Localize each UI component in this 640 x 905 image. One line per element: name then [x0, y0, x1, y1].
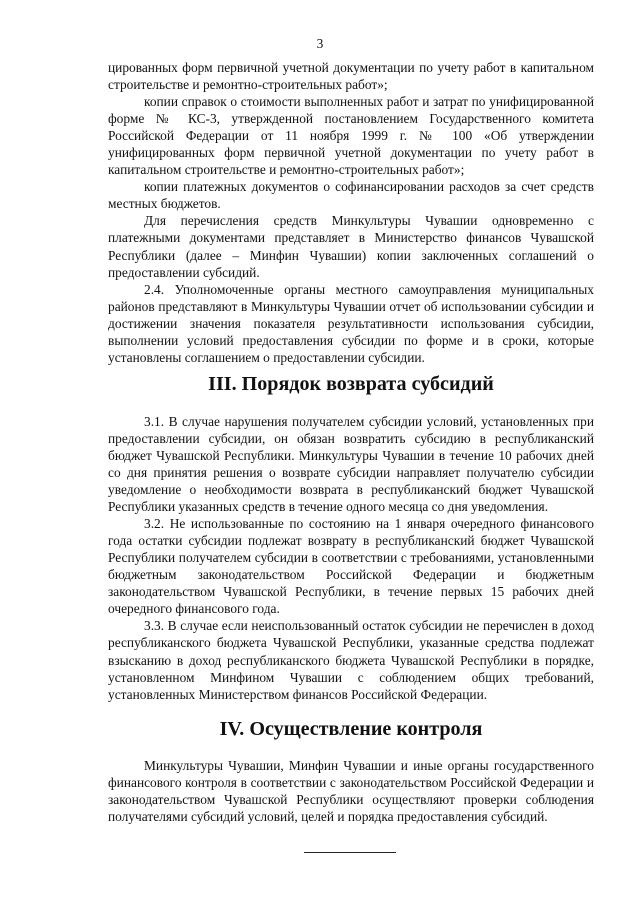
paragraph: Для перечисления средств Минкультуры Чувашии одновременно с платежными документами представляет в Министерство финансов Чувашской Республики (далее – Минфин Чувашии) копии заключенных соглашений о предоставлении субсидий.: [108, 213, 594, 280]
paragraph: 2.4. Уполномоченные органы местного самоуправления муниципальных районов представляют в Минкультуры Чувашии отчет об использовании субсидии и достижении значения показателя результативности использования субсидии, выполнении условий предоставления субсидии по форме и в сроки, которые установлены соглашением о предоставлении субсидии.: [108, 281, 594, 365]
paragraph: цированных форм первичной учетной документации по учету работ в капитальном строительстве и ремонтно-строительных работ»;: [108, 60, 594, 93]
paragraph: копии справок о стоимости выполненных работ и затрат по унифицированной форме № КС-3, утвержденной постановлением Государственного комитета Российской Федерации от 11 ноября 1999 г. № 100 «Об утверждении унифицированных форм первичной учетной документации по учету работ в капитальном строительстве и ремонтно-строительных работ»;: [108, 94, 594, 178]
paragraph: копии платежных документов о софинансировании расходов за счет средств местных бюджетов.: [108, 179, 594, 212]
paragraph: Минкультуры Чувашии, Минфин Чувашии и иные органы государственного финансового контроля в соответствии с законодательством Российской Федерации и законодательством Чувашской Республики осуществляют проверки соблюдения получателями субсидий условий, целей и порядка предоставления субсидий.: [108, 757, 594, 824]
page-number: 3: [316, 36, 324, 51]
section-heading-3: III. Порядок возврата субсидий: [208, 372, 494, 395]
section-heading-4: IV. Осуществление контроля: [219, 717, 483, 740]
paragraph: 3.1. В случае нарушения получателем субсидии условий, установленных при предоставлении субсидии, он обязан возвратить субсидию в республиканский бюджет Чувашской Республики. Минкультуры Чувашии в течение 10 рабочих дней со дня принятия решения о возврате субсидии направляет получателю субсидии уведомление о необходимости возврата в республиканский бюджет Чувашской Республики указанных средств в течение одного месяца со дня уведомления.: [108, 413, 594, 515]
paragraph: 3.3. В случае если неиспользованный остаток субсидии не перечислен в доход республиканского бюджета Чувашской Республики, указанные средства подлежат взысканию в доход республиканского бюджета Чувашской Республики в порядке, установленном Минфином Чувашии с соблюдением общих требований, установленных Министерством финансов Российской Федерации.: [108, 618, 594, 702]
paragraph: 3.2. Не использованные по состоянию на 1 января очередного финансового года остатки субсидии подлежат возврату в республиканский бюджет Чувашской Республики получателем субсидии в соответствии с требованиями, установленными бюджетным законодательством Российской Федерации и бюджетным законодательством Чувашской Республики, в течение первых 15 рабочих дней очередного финансового года.: [108, 516, 594, 617]
document-body: [108, 59, 594, 825]
end-divider: [304, 852, 396, 853]
